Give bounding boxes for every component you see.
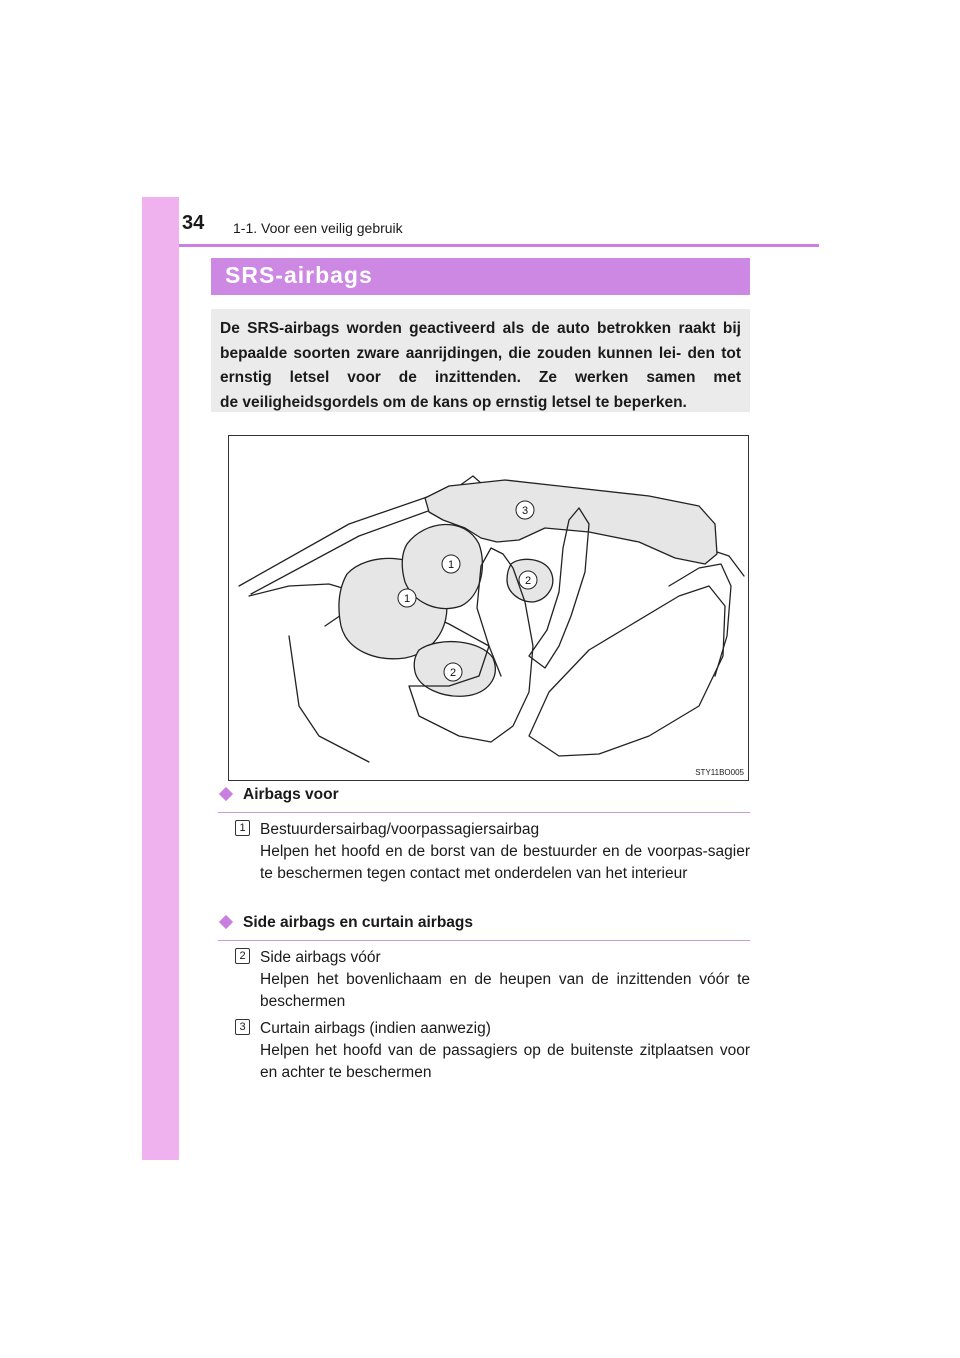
item-description: Helpen het hoofd van de passagiers op de buitenste zitplaatsen voor en achter te beschermen — [260, 1042, 750, 1081]
callout-badge: 1 — [235, 820, 250, 836]
section-title: SRS-airbags — [225, 262, 373, 288]
intro-line: De SRS-airbags worden geactiveerd als de auto betrokken raakt — [220, 320, 716, 337]
callout-badge: 3 — [235, 1019, 250, 1035]
section-title-bar — [211, 258, 750, 295]
callout-label: 1 — [447, 559, 455, 571]
diamond-bullet-icon — [219, 787, 233, 801]
car-interior-drawing — [229, 436, 748, 780]
header-rule — [179, 244, 819, 247]
intro-line: de veiligheidsgordels om de kans op ernstig letsel te beperken. — [220, 393, 687, 411]
subheading-text: Airbags voor — [243, 786, 339, 803]
chapter-sidebar-tab — [142, 197, 179, 1160]
intro-line: bij bepaalde soorten zware aanrijdingen, die zouden kunnen lei- — [220, 320, 741, 362]
callout-badge: 2 — [235, 948, 250, 964]
item-description: Helpen het hoofd en de borst van de bestuurder en de voorpas-sagier te beschermen tegen contact met onderdelen van het interieur — [260, 843, 750, 882]
intro-line: den tot ernstig letsel voor de inzittenden. Ze werken samen met — [220, 344, 741, 386]
subheading-side-curtain-airbags — [218, 914, 750, 941]
item-description: Helpen het bovenlichaam en de heupen van de inzittenden vóór te beschermen — [260, 971, 750, 1010]
item-title: Bestuurdersairbag/voorpassagiersairbag — [260, 821, 540, 838]
callout-label: 1 — [403, 593, 411, 605]
item-title: Side airbags vóór — [260, 949, 381, 966]
intro-box — [211, 309, 750, 412]
callout-label: 2 — [524, 575, 532, 587]
airbag-illustration — [228, 435, 749, 781]
callout-label: 3 — [521, 505, 529, 517]
subheading-front-airbags — [218, 786, 750, 813]
door-line — [289, 636, 369, 762]
callout-label: 2 — [449, 667, 457, 679]
subheading-text: Side airbags en curtain airbags — [243, 914, 473, 931]
page-number: 34 — [182, 212, 205, 234]
item-title: Curtain airbags (indien aanwezig) — [260, 1020, 491, 1037]
roof-edge — [729, 556, 744, 576]
diamond-bullet-icon — [219, 915, 233, 929]
figure-code: STY11BO005 — [695, 768, 744, 777]
running-head: 1-1. Voor een veilig gebruik — [233, 220, 403, 236]
rear-seat — [529, 586, 725, 756]
intro-text — [220, 317, 741, 415]
